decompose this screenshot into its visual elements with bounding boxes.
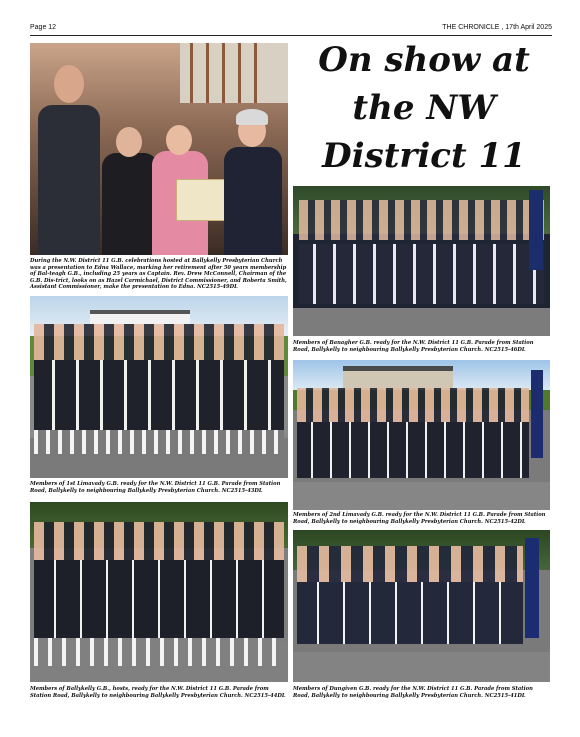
page-number: Page 12 <box>30 24 57 31</box>
photo-presentation <box>30 43 288 255</box>
photo-limavady1 <box>30 296 288 478</box>
photo-limavady2 <box>293 360 550 510</box>
caption-limavady2: Members of 2nd Limavady G.B. ready for the N.W. District 11 G.B. Parade from Station Road, Ballykelly to neighbouring Ballykelly Presbyterian Church. NC2515-42DL <box>293 512 546 525</box>
caption-presentation: During the N.W. District 11 G.B. celebrations hosted at Ballykelly Presbyterian Church was a presentation to Edna Wallace, marking her retirement after 50 years membership of Bal-teagh G.B., including 25 years as Captain. Rev. Drew McConnell, Chairman of the G.B. Dis-trict, looks on as Hazel Carmichael, District Commissioner, and Roberta Smith, Assistant Commissioner, make the presentation to Edna. NC2515-49DL <box>30 258 287 291</box>
newspaper-dateline: THE CHRONICLE , 17th April 2025 <box>442 24 552 31</box>
caption-banagher: Members of Banagher G.B. ready for the N.W. District 11 G.B. Parade from Station Road, Ballykelly to neighbouring Ballykelly Presbyterian Church. NC2515-46DL <box>293 340 534 353</box>
caption-ballykelly: Members of Ballykelly G.B., hosts, ready for the N.W. District 11 G.B. Parade from Station Road, Ballykelly to neighbouring Ballykelly Presbyterian Church. NC2515-44DL <box>30 686 286 699</box>
caption-limavady1: Members of 1st Limavady G.B. ready for the N.W. District 11 G.B. Parade from Station Road, Ballykelly to neighbouring Ballykelly Presbyterian Church. NC2515-43DL <box>30 481 281 494</box>
photo-banagher <box>293 186 550 336</box>
photo-ballykelly <box>30 502 288 682</box>
caption-dungiven: Members of Dungiven G.B. ready for the N.W. District 11 G.B. Parade from Station Road, Ballykelly to neighbouring Ballykelly Presbyterian Church. NC2515-41DL <box>293 686 533 699</box>
photo-dungiven <box>293 530 550 682</box>
headline: On show at the NW District 11 <box>318 40 530 176</box>
